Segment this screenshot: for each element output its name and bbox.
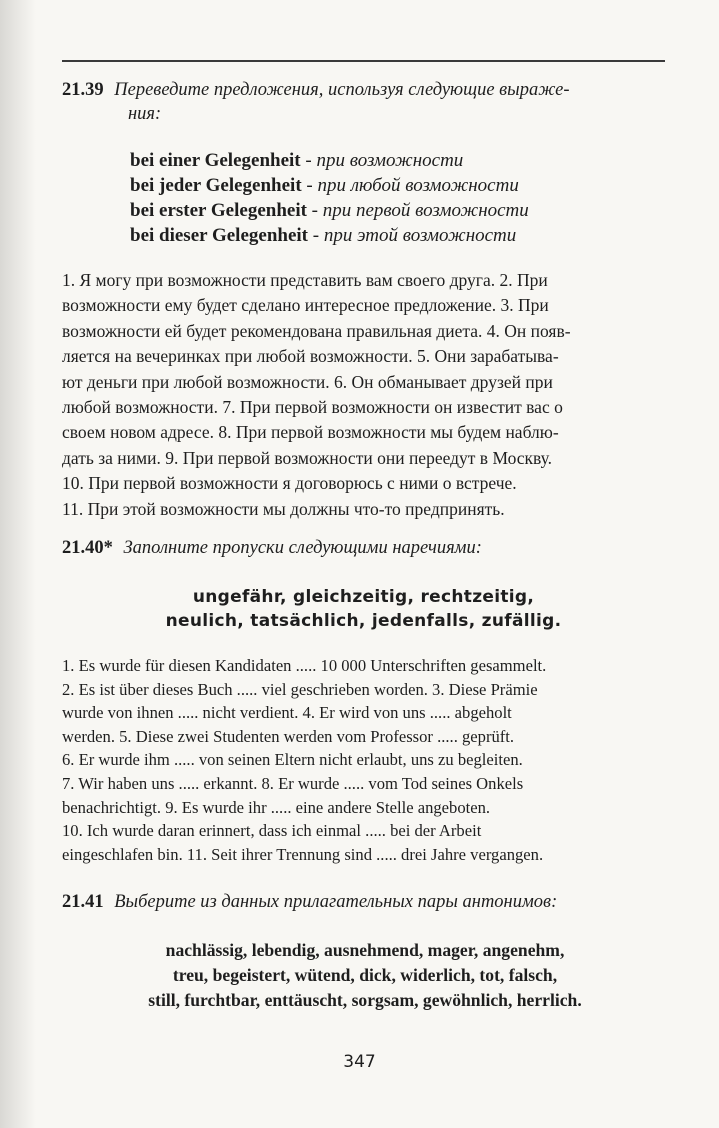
- text-line: 10. Ich wurde daran erinnert, dass ich einmal ..... bei der Arbeit: [62, 821, 482, 841]
- page-gutter-shadow: [0, 0, 36, 1128]
- adverb-list-line2: neulich, tatsächlich, jedenfalls, zufällig.: [165, 611, 562, 631]
- page-number: 347: [343, 1052, 376, 1072]
- text-line: 10. При первой возможности я договорюсь с ними о встрече.: [62, 473, 517, 494]
- exercise-40-sentences: [62, 654, 668, 866]
- expression-item: [130, 173, 670, 198]
- exercise-39-instruction-line2: ния:: [128, 104, 162, 124]
- text-line: 1. Я могу при возможности представить вам своего друга. 2. При: [62, 270, 548, 290]
- text-line: дать за ними. 9. При первой возможности они переедут в Москву.: [62, 447, 553, 468]
- exercise-41-instruction: Выберите из данных прилагательных пары антонимов:: [114, 892, 558, 912]
- adjective-list: [62, 938, 668, 1013]
- text-line: 6. Er wurde ihm ..... von seinen Eltern nicht erlaubt, uns zu begleiten.: [62, 750, 523, 770]
- expression-russian: - при первой возможности: [306, 200, 529, 221]
- text-line: любой возможности. 7. При первой возможности он известит вас о: [62, 397, 563, 418]
- expression-item: [130, 198, 670, 223]
- expression-list: [130, 148, 670, 248]
- text-line: eingeschlafen bin. 11. Seit ihrer Trennung sind ..... drei Jahre vergangen.: [62, 844, 544, 864]
- exercise-39-number: 21.39: [62, 80, 104, 100]
- exercise-39-instruction-line1: Переведите предложения, используя следующие выраже-: [114, 80, 570, 100]
- text-line: nachlässig, lebendig, ausnehmend, mager, angenehm,: [165, 940, 565, 960]
- text-line: still, furchtbar, enttäuscht, sorgsam, gewöhnlich, herrlich.: [148, 990, 582, 1010]
- text-line: своем новом адресе. 8. При первой возможности мы будем наблю-: [62, 422, 559, 443]
- text-line: treu, begeistert, wütend, dick, widerlich, tot, falsch,: [172, 965, 558, 985]
- text-line: возможности ему будет сделано интересное предложение. 3. При: [62, 295, 549, 316]
- text-line: 7. Wir haben uns ..... erkannt. 8. Er wurde ..... vom Tod seines Onkels: [62, 773, 524, 793]
- text-line: ляется на вечеринках при любой возможности. 5. Они зарабатыва-: [62, 346, 559, 367]
- expression-item: [130, 223, 670, 248]
- top-rule: [62, 60, 665, 62]
- text-line: возможности ей будет рекомендована правильная диета. 4. Он появ-: [62, 320, 571, 341]
- exercise-41-heading: [62, 890, 665, 914]
- exercise-40-number: 21.40*: [62, 538, 113, 558]
- expression-item: [130, 148, 670, 173]
- adverb-list-line1: ungefähr, gleichzeitig, rechtzeitig,: [192, 587, 535, 607]
- expression-russian: - при этой возможности: [308, 225, 517, 246]
- exercise-39-sentences: [62, 268, 668, 522]
- expression-german: bei dieser Gelegenheit: [130, 225, 309, 246]
- exercise-40-heading: [62, 536, 665, 560]
- text-line: wurde von ihnen ..... nicht verdient. 4. Er wird von uns ..... abgeholt: [62, 703, 512, 723]
- expression-russian: - при возможности: [300, 150, 464, 171]
- expression-german: bei erster Gelegenheit: [130, 200, 307, 221]
- expression-russian: - при любой возможности: [301, 175, 519, 196]
- exercise-39-heading: [62, 78, 665, 102]
- text-line: 1. Es wurde für diesen Kandidaten ..... 10 000 Unterschriften gesammelt.: [62, 656, 547, 675]
- expression-german: bei einer Gelegenheit: [130, 150, 301, 171]
- text-line: werden. 5. Diese zwei Studenten werden vom Professor ..... geprüft.: [62, 726, 515, 746]
- text-line: 11. При этой возможности мы должны что-то предпринять.: [62, 498, 505, 519]
- text-line: 2. Es ist über dieses Buch ..... viel geschrieben worden. 3. Diese Prämie: [62, 679, 538, 699]
- exercise-41-number: 21.41: [62, 892, 104, 912]
- exercise-40-instruction: Заполните пропуски следующими наречиями:: [123, 538, 482, 558]
- text-line: benachrichtigt. 9. Es wurde ihr ..... eine andere Stelle angeboten.: [62, 797, 491, 817]
- expression-german: bei jeder Gelegenheit: [130, 175, 302, 196]
- text-line: ют деньги при любой возможности. 6. Он обманывает друзей при: [62, 371, 553, 392]
